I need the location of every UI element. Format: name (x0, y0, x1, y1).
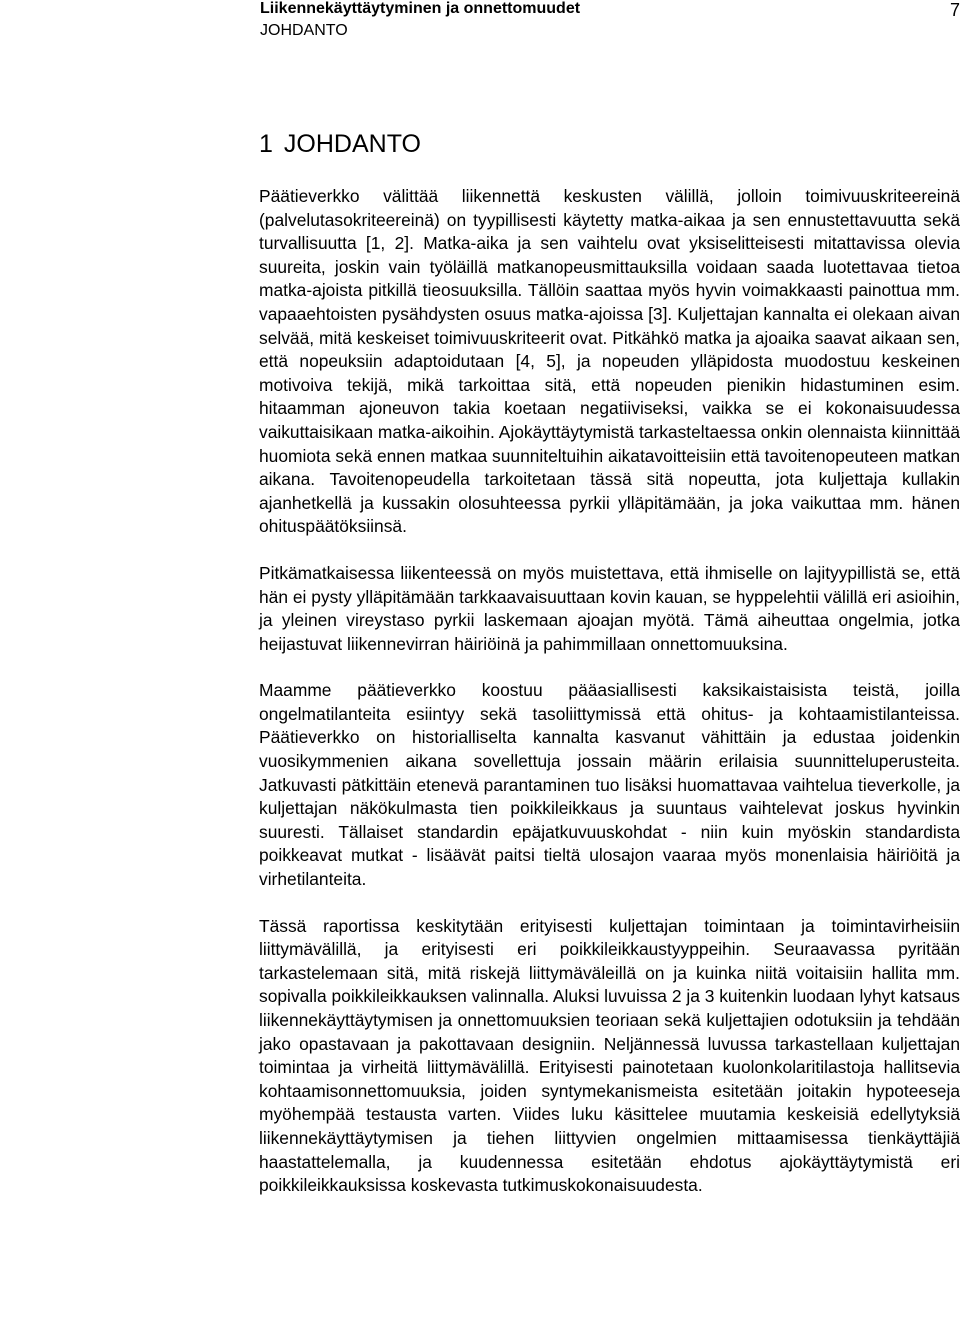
paragraph: Päätieverkko välittää liikennettä keskusten välillä, jolloin toimivuuskriteereinä (palvelutasokriteereinä) on tyypillisesti käytetty matka-aikaa ja sen ennustettavuutta sekä turvallisuutta [1, 2]. Matka-aika ja sen vaihtelu ovat yksiselitteisesti mitattavissa olevia suureita, joskin vain työläillä matkanopeusmittauksilla voidaan saada luotettavaa tietoa matka-ajoista pitkillä tieosuuksilla. Tällöin saattaa myös hyvin voimakkaasti painottua mm. vapaaehtoisten pysähdysten osuus matka-ajoissa [3]. Kuljettajan kannalta ei olekaan aivan selvää, mitä keskeiset toimivuuskriteerit ovat. Pitkähkö matka ja ajoaika saavat aikaan sen, että nopeuksiin adaptoidutaan [4, 5], ja nopeuden ylläpidosta muodostuu keskeinen motivoiva tekijä, mikä tarkoittaa sitä, että nopeuden pienikin hidastuminen esim. hitaamman ajoneuvon takia koetaan negatiiviseksi, vaikka se ei kokonaisuudessa vaikuttaisikaan matka-aikoihin. Ajokäyttäytymistä tarkasteltaessa onkin olennaista kiinnittää huomiota sekä ennen matkaa suunniteltuihin aikatavoitteisiin että tavoitenopeuteen matkan aikana. Tavoitenopeudella tarkoitetaan tässä sitä nopeutta, jota kuljettaja kullakin ajanhetkellä ja kussakin olosuhteessa pyrkii ylläpitämään, ja joka vaikuttaa mm. hänen ohituspäätöksiinsä. (259, 186, 960, 537)
running-title: Liikennekäyttäytyminen ja onnettomuudet (260, 0, 581, 17)
chapter-title: JOHDANTO (283, 130, 421, 158)
paragraph: Pitkämatkaisessa liikenteessä on myös muistettava, että ihmiselle on lajityypillistä se, että hän ei pysty ylläpitämään tarkkaavaisuuttaan kovin kauan, se hyppelehtii välillä eri asioihin, ja yleinen vireystaso pyrkii laskemaan ajoajan myötä. Tämä aiheuttaa ongelmia, jotka heijastuvat liikennevirran häiriöinä ja pahimmillaan onnettomuuksina. (259, 562, 960, 654)
page-number: 7 (949, 0, 960, 20)
chapter-heading (259, 126, 960, 162)
paragraph: Tässä raportissa keskitytään erityisesti kuljettajan toimintaan ja toimintavirheisiin liittymävälillä, ja erityisesti eri poikkileikkaustyyppeihin. Seuraavassa pyritään tarkastelemaan sitä, mitä riskejä liittymäväleillä on ja kuinka niitä voitaisiin hallita mm. sopivalla poikkileikkauksen valinnalla. Aluksi luvuissa 2 ja 3 kuitenkin luodaan lyhyt katsaus liikennekäyttäytymisen ja onnettomuuksien teoriaan sekä kuljettajien odotuksiin ja tehdään jako opastavaan ja pakottavaan designiin. Neljännessä luvussa tarkastellaan kuljettajan toimintaa ja virheitä liittymävälillä. Erityisesti painotetaan kuolonkolaritilastoja hallitsevia kohtaamisonnettomuuksia, joiden syntymekanismeista esitetään joitakin hypoteeseja myöhempää testausta varten. Viides luku käsittelee muutamia keskeisiä edellytyksiä liikennekäyttäytymisen ja tiehen liittyvien ongelmien mittaamisessa tienkäyttäjiä haastattelemalla, ja kuudennessa esitetään ehdotus ajokäyttäytymistä eri poikkileikkauksissa koskevasta tutkimuskokonaisuudesta. (259, 915, 960, 1196)
page-body (259, 126, 960, 1221)
running-section: JOHDANTO (260, 22, 348, 39)
paragraph: Maamme päätieverkko koostuu pääasiallisesti kaksikaistaisista teistä, joilla ongelmatilanteita esiintyy sekä tasoliittymissä että ohitus- ja kohtaamistilanteissa. Päätieverkko on historialliselta kannalta kasvanut vähittäin ja edustaa joidenkin vuosikymmenien aikana sovellettuja jossain määrin erilaisia suunnitteluperusteita. Jatkuvasti pätkittäin etenevä parantaminen tuo lisäksi huomattavaa vaihtelua tieverkolle, ja kuljettajan näkökulmasta tien poikkileikkaus ja suuntaus vaihtelevat joskus hyvinkin suuresti. Tällaiset standardin epäjatkuvuuskohdat - niin kuin myöskin standardista poikkeavat mutkat - lisäävät paitsi tieltä ulosajon vaaraa myös monenlaisia häiriöitä ja virhetilanteita. (259, 680, 960, 890)
chapter-number: 1 (259, 130, 273, 158)
